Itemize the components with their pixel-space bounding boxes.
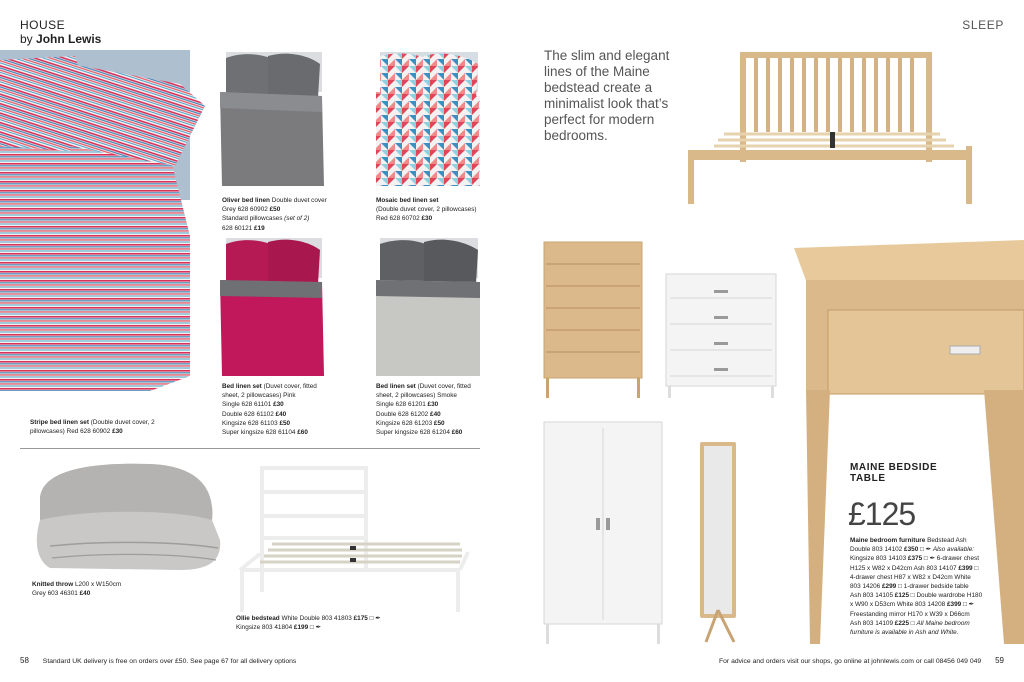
smoke-row-label: Single 628 61201 (376, 401, 426, 409)
delivery-icon: □ (898, 583, 902, 591)
maine-l10-note: All Maine bedroom (916, 619, 970, 627)
maine-l9: Freestanding mirror H170 x W39 x D66cm (850, 610, 970, 618)
ollie-line2: Kingsize 803 41804 (236, 624, 293, 632)
pink-row (222, 400, 334, 409)
oliver-line3: 628 60121 (222, 224, 253, 232)
smoke-row-label: Super kingsize 628 61204 (376, 429, 450, 437)
assembly-icon: ✒ (929, 555, 935, 563)
pink-row-price: £30 (273, 401, 284, 409)
ollie-name: Ollie bedstead (236, 615, 280, 622)
feature-title: MAINE BEDSIDE TABLE (850, 462, 938, 484)
maine-bedstead-image (684, 50, 984, 210)
maine-l8-price: £399 (946, 601, 962, 609)
four-drawer-chest-image (664, 272, 778, 400)
mirror-image (694, 440, 742, 644)
pink-row (222, 428, 334, 437)
delivery-icon: □ (923, 555, 928, 563)
footer-left-text: Standard UK delivery is free on orders over £50. See page 67 for all delivery options (42, 658, 297, 665)
delivery-icon: □ (910, 592, 915, 600)
pink-name: Bed linen set (222, 383, 262, 390)
footer-right-text: For advice and orders visit our shops, go online at johnlewis.com or call 08456 049 049 (718, 658, 982, 665)
smoke-row-price: £50 (433, 419, 445, 427)
mosaic-line1: (Double duvet cover, 2 pillowcases) (376, 206, 477, 214)
assembly-icon: ✒ (925, 546, 932, 554)
smoke-row-price: £40 (430, 410, 441, 418)
knitted-throw-image (30, 460, 230, 580)
ollie-bedstead-image (220, 462, 482, 622)
footer-left (20, 656, 296, 665)
stripe-price: £30 (112, 428, 123, 436)
smoke-name: Bed linen set (376, 383, 416, 390)
assembly-icon: ✒ (968, 601, 974, 609)
maine-l1: Bedstead Ash (927, 537, 967, 544)
pink-desc: (Duvet cover, fitted sheet, 2 pillowcases) Pink (222, 383, 317, 400)
feature-price: £125 (848, 496, 916, 532)
divider-line (20, 448, 480, 449)
delivery-icon: □ (910, 619, 915, 627)
pink-row (222, 419, 334, 428)
oliver-line3-price: £19 (254, 224, 265, 232)
mosaic-bed-image (374, 52, 484, 192)
delivery-icon: □ (962, 601, 967, 609)
brand-house: HOUSE (20, 18, 66, 32)
smoke-row-label: Double 628 61202 (376, 410, 429, 418)
assembly-icon: ✒ (315, 624, 321, 632)
stripe-desc: (Double duvet cover, 2 pillowcases) Red 628 60902 (30, 419, 155, 436)
throw-price: £40 (79, 590, 91, 598)
smoke-desc: (Duvet cover, fitted sheet, 2 pillowcases) Smoke (376, 383, 471, 400)
assembly-icon: ✒ (375, 615, 381, 622)
pink-caption (222, 382, 334, 437)
throw-name: Knitted throw (32, 581, 74, 588)
smoke-row-label: Kingsize 628 61203 (376, 419, 433, 427)
oliver-line1: Double duvet cover Grey 628 60902 (222, 197, 327, 214)
maine-l3-rest: 6-drawer chest (936, 555, 979, 563)
smoke-row (376, 428, 488, 437)
footer-right (719, 656, 1004, 665)
maine-l2: Double 803 14102 (850, 546, 903, 554)
delivery-icon: □ (369, 615, 374, 622)
pink-row-label: Super kingsize 628 61104 (222, 429, 296, 437)
smoke-row-price: £30 (427, 401, 439, 409)
pink-row-label: Kingsize 628 61103 (222, 419, 278, 427)
wardrobe-image (540, 420, 666, 646)
page-number-left: 58 (20, 656, 29, 665)
maine-l3: Kingsize 803 14103 (850, 555, 907, 563)
maine-l6-price: £299 (882, 583, 897, 591)
mosaic-line2: Red 628 60702 (376, 215, 420, 223)
maine-l10: Ash 803 14109 (850, 619, 893, 627)
smoke-row (376, 410, 488, 419)
maine-l7-price: £125 (894, 592, 909, 600)
maine-l4: H125 x W82 x D42cm Ash 803 14107 (850, 564, 957, 572)
smoke-row (376, 419, 488, 428)
pink-row-label: Single 628 61101 (222, 401, 272, 409)
maine-l3-price: £375 (907, 555, 923, 563)
stripe-name: Stripe bed linen set (30, 419, 89, 426)
page-number-right: 59 (995, 656, 1004, 665)
delivery-icon: □ (920, 546, 924, 554)
maine-l6-rest: 1-drawer bedside table (903, 583, 969, 591)
oliver-line2-note: (set of 2) (284, 215, 310, 223)
delivery-icon: □ (309, 624, 314, 632)
maine-l7: Ash 803 14105 (850, 592, 893, 600)
oliver-line2: Standard pillowcases (222, 215, 283, 223)
stripe-bed-image (0, 46, 212, 398)
maine-l2-note: Also available: (932, 546, 975, 554)
mosaic-caption (376, 196, 488, 224)
throw-line2: Grey 603 46301 (32, 590, 78, 598)
throw-line1: L200 x W150cm (74, 581, 122, 588)
oliver-bed-image (218, 52, 328, 192)
maine-l5: 4-drawer chest H87 x W82 x D42cm White (850, 573, 971, 581)
oliver-line1-price: £50 (269, 206, 281, 214)
maine-l11-note: furniture is available in Ash and White. (850, 629, 959, 637)
oliver-name: Oliver bed linen (222, 197, 270, 204)
pink-bed-image (218, 236, 328, 380)
smoke-bed-image (374, 236, 484, 380)
smoke-row (376, 400, 488, 409)
ollie-price2: £199 (293, 624, 309, 632)
smoke-caption (376, 382, 488, 437)
mosaic-name: Mosaic bed linen set (376, 197, 439, 204)
maine-l4-price: £399 (958, 564, 973, 572)
pink-row-price: £60 (297, 429, 308, 437)
brand-by: by (20, 32, 37, 46)
maine-l6: 803 14206 (850, 583, 881, 591)
six-drawer-chest-image (540, 240, 646, 402)
throw-caption (32, 580, 152, 598)
maine-l2-price: £350 (904, 546, 919, 554)
smoke-row-price: £60 (451, 429, 463, 437)
stripe-caption (30, 418, 180, 436)
pink-row-label: Double 628 61102 (222, 410, 274, 418)
section-title: SLEEP (962, 18, 1004, 32)
maine-l8: x W90 x D53cm White 803 14208 (850, 601, 946, 609)
maine-l10-price: £225 (894, 619, 909, 627)
delivery-icon: □ (974, 564, 979, 572)
pink-row-price: £50 (279, 419, 291, 427)
pink-row-price: £40 (275, 410, 287, 418)
oliver-caption (222, 196, 332, 233)
feature-headline: The slim and elegant lines of the Maine bedstead create a minimalist look that’s perfect for modern bedrooms. (544, 48, 670, 143)
ollie-caption (236, 614, 446, 632)
brand-by-john-lewis (20, 32, 101, 46)
maine-name: Maine bedroom furniture (850, 537, 926, 544)
ollie-line1: White Double 803 41803 (281, 615, 352, 622)
ollie-price1: £175 (353, 615, 368, 622)
brand-name: John Lewis (36, 32, 102, 46)
maine-caption (850, 536, 1008, 637)
maine-l7-rest: Double wardrobe H180 (916, 592, 983, 600)
mosaic-price: £30 (421, 215, 433, 223)
pink-row (222, 410, 334, 419)
